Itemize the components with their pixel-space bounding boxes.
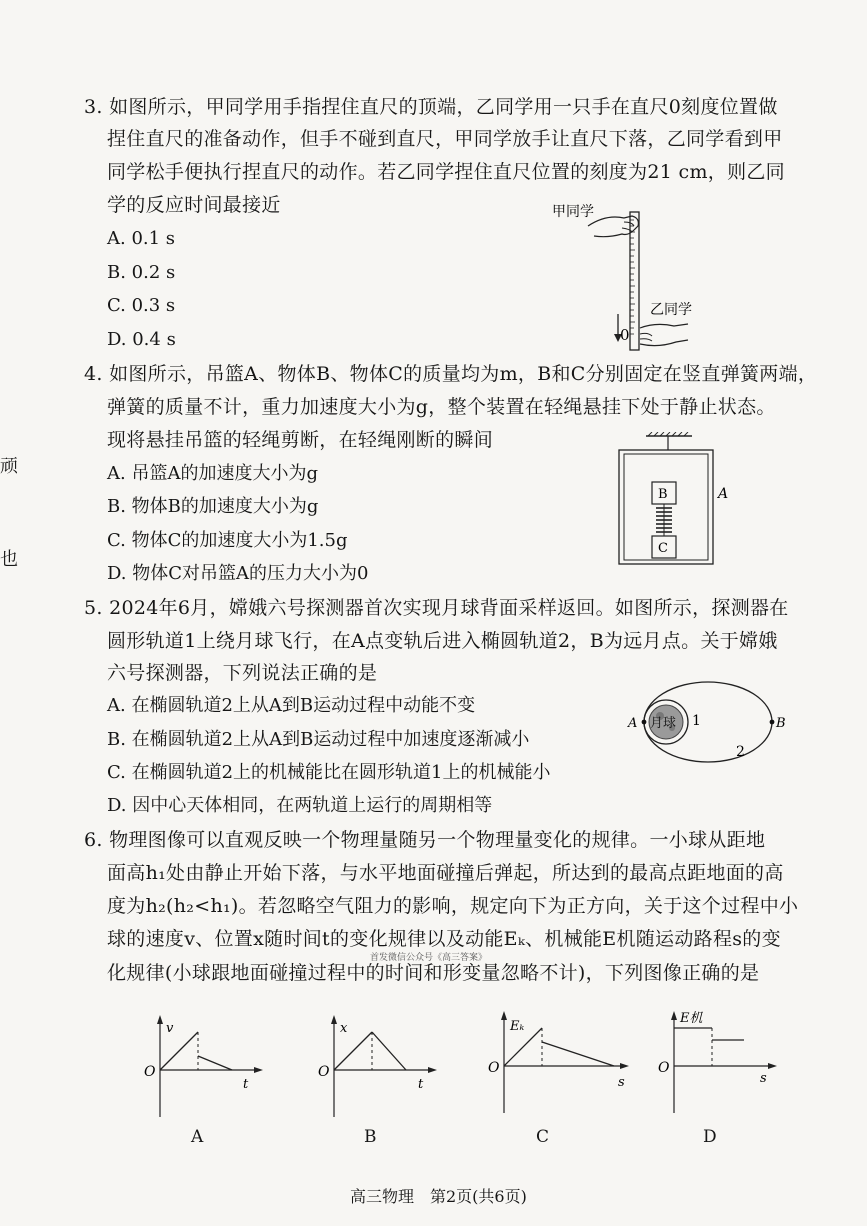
margin-character: 顽 bbox=[0, 456, 18, 477]
question-text-line: 弹簧的质量不计，重力加速度大小为g，整个装置在轻绳悬挂下处于静止状态。 bbox=[107, 396, 776, 418]
label-basket-a: A bbox=[718, 486, 729, 502]
option-c: C. 0.3 s bbox=[107, 295, 176, 316]
option-c: C. 物体C的加速度大小为1.5g bbox=[107, 530, 348, 551]
orbit-figure bbox=[620, 676, 796, 772]
question-text-line: 现将悬挂吊篮的轻绳剪断，在轻绳刚断的瞬间 bbox=[107, 429, 494, 451]
basket-figure bbox=[610, 432, 740, 572]
graph-a bbox=[140, 1012, 270, 1122]
axis-y-label: E机 bbox=[680, 1011, 703, 1026]
graph-letter-a: A bbox=[191, 1127, 204, 1147]
question-text-line: 5. 2024年6月，嫦娥六号探测器首次实现月球背面采样返回。如图所示，探测器在 bbox=[84, 597, 789, 619]
origin-label: O bbox=[488, 1060, 500, 1076]
label-student-b: 乙同学 bbox=[650, 302, 692, 318]
axis-y-label: x bbox=[340, 1021, 348, 1036]
question-text-line: 4. 如图所示，吊篮A、物体B、物体C的质量均为m，B和C分别固定在竖直弹簧两端， bbox=[84, 363, 818, 385]
axis-x-label: s bbox=[760, 1071, 767, 1086]
question-text-line: 同学松手便执行捏直尺的动作。若乙同学捏住直尺位置的刻度为21 cm，则乙同 bbox=[107, 161, 785, 183]
option-d: D. 0.4 s bbox=[107, 329, 176, 350]
point-b-label: B bbox=[776, 716, 786, 731]
axis-x-label: t bbox=[243, 1077, 249, 1092]
option-d: D. 因中心天体相同，在两轨道上运行的周期相等 bbox=[107, 795, 493, 816]
page-footer: 高三物理 第2页(共6页) bbox=[350, 1187, 527, 1206]
question-text-line: 捏住直尺的准备动作，但手不碰到直尺，甲同学放手让直尺下落，乙同学看到甲 bbox=[107, 128, 783, 150]
option-c: C. 在椭圆轨道2上的机械能比在圆形轨道1上的机械能小 bbox=[107, 762, 551, 783]
point-a-label: A bbox=[628, 716, 638, 731]
axis-x-label: s bbox=[618, 1075, 625, 1090]
label-block-c: C bbox=[658, 541, 668, 556]
question-text-line: 圆形轨道1上绕月球飞行，在A点变轨后进入椭圆轨道2，B为远月点。关于嫦娥 bbox=[107, 630, 778, 652]
question-text-line: 六号探测器，下列说法正确的是 bbox=[107, 662, 378, 684]
graph-letter-b: B bbox=[364, 1127, 377, 1147]
label-student-a: 甲同学 bbox=[552, 204, 594, 220]
origin-label: O bbox=[658, 1060, 670, 1076]
option-b: B. 在椭圆轨道2上从A到B运动过程中加速度逐渐减小 bbox=[107, 729, 530, 750]
ruler-figure bbox=[548, 196, 728, 356]
margin-character: 也 bbox=[0, 549, 18, 570]
graph-letter-c: C bbox=[536, 1127, 550, 1147]
question-text-line: 度为h₂(h₂<h₁)。若忽略空气阻力的影响，规定向下为正方向，关于这个过程中小 bbox=[107, 895, 799, 917]
question-text-line: 3. 如图所示，甲同学用手指捏住直尺的顶端，乙同学用一只手在直尺0刻度位置做 bbox=[84, 96, 778, 118]
graph-c bbox=[484, 1008, 634, 1118]
graph-d bbox=[654, 1008, 804, 1118]
moon-label: 月球 bbox=[650, 716, 677, 731]
label-block-b: B bbox=[658, 487, 668, 502]
option-d: D. 物体C对吊篮A的压力大小为0 bbox=[107, 563, 369, 584]
question-text-line: 面高h₁处由静止开始下落，与水平地面碰撞后弹起，所达到的最高点距地面的高 bbox=[107, 862, 784, 884]
orbit-2-label: 2 bbox=[736, 744, 745, 760]
option-b: B. 0.2 s bbox=[107, 262, 176, 283]
axis-y-label: Eₖ bbox=[510, 1019, 525, 1034]
option-a: A. 0.1 s bbox=[107, 228, 176, 249]
question-text-line: 6. 物理图像可以直观反映一个物理量随另一个物理量变化的规律。一小球从距地 bbox=[84, 829, 766, 851]
graph-b bbox=[314, 1012, 444, 1122]
watermark-text: 首发微信公众号《高三答案》 bbox=[370, 953, 488, 963]
ruler-zero-label: 0 bbox=[620, 326, 630, 344]
question-text-line: 学的反应时间最接近 bbox=[107, 194, 281, 216]
question-text-line: 球的速度v、位置x随时间t的变化规律以及动能Eₖ、机械能E机随运动路程s的变 bbox=[107, 928, 781, 950]
axis-x-label: t bbox=[418, 1077, 424, 1092]
origin-label: O bbox=[144, 1064, 156, 1080]
origin-label: O bbox=[318, 1064, 330, 1080]
orbit-1-label: 1 bbox=[692, 713, 701, 729]
graph-letter-d: D bbox=[703, 1127, 717, 1147]
option-b: B. 物体B的加速度大小为g bbox=[107, 496, 319, 517]
axis-y-label: v bbox=[166, 1021, 174, 1036]
question-text-line: 化规律(小球跟地面碰撞过程中的时间和形变量忽略不计)，下列图像正确的是 bbox=[107, 962, 760, 984]
option-a: A. 在椭圆轨道2上从A到B运动过程中动能不变 bbox=[107, 695, 476, 716]
option-a: A. 吊篮A的加速度大小为g bbox=[107, 463, 318, 484]
